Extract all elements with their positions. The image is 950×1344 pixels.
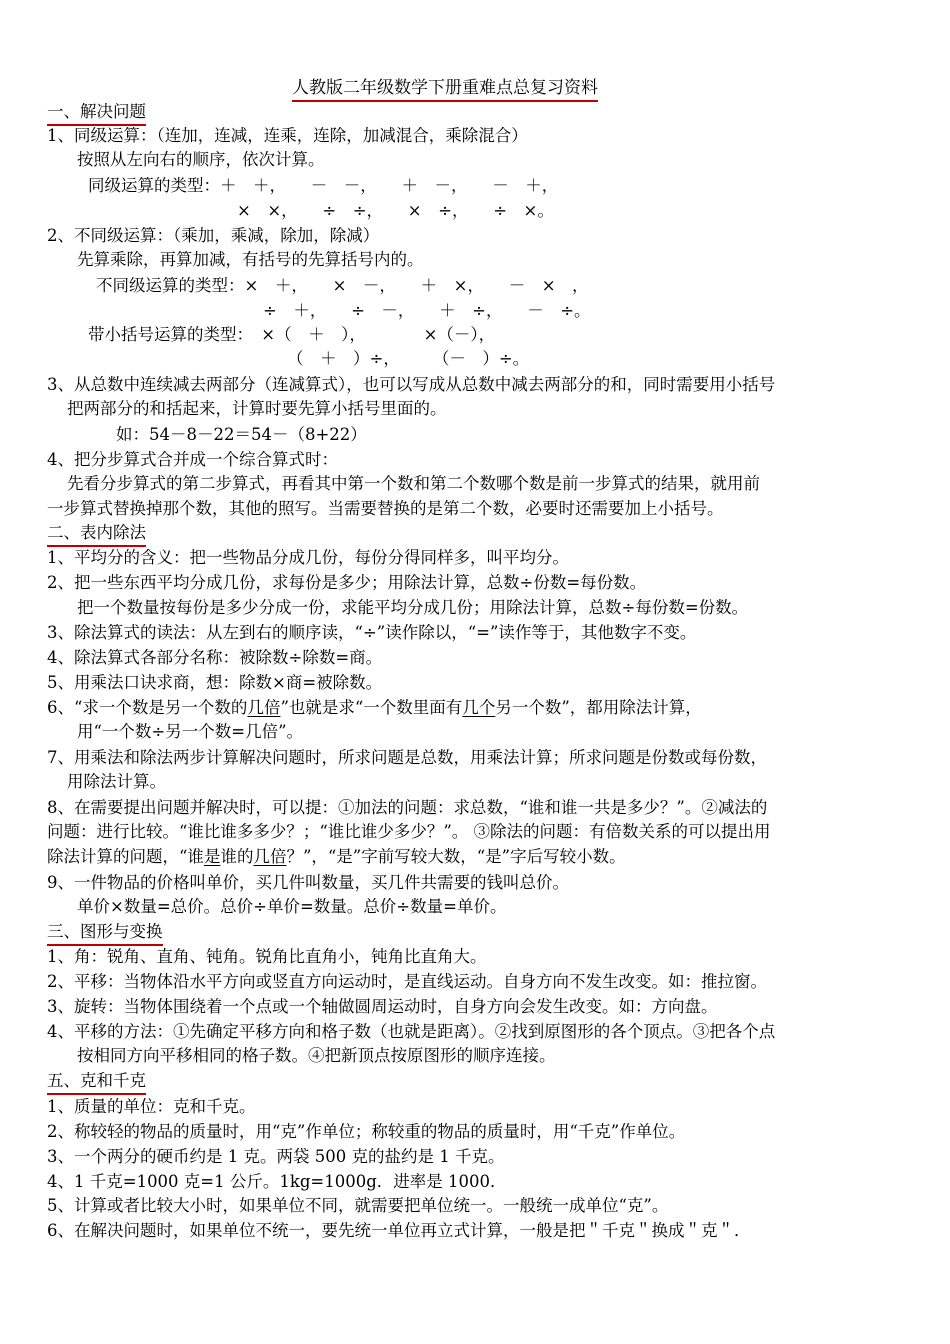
s3-line-4: 4、平移的方法：①先确定平移方向和格子数（也就是距离）。②找到原图形的各个顶点。③把各个点 — [47, 1022, 776, 1041]
s1-line-11: 3、从总数中连续减去两部分（连减算式），也可以写成从总数中减去两部分的和，同时需要用小括号 — [47, 375, 776, 394]
s2-line-1: 1、平均分的含义：把一些物品分成几份，每份分得同样多，叫平均分。 — [47, 548, 569, 567]
s3-line-5: 按相同方向平移相同的格子数。④把新顶点按原图形的顺序连接。 — [77, 1046, 556, 1065]
section-heading-5: 五、克和千克 — [47, 1069, 146, 1095]
s2-line-4: 3、除法算式的读法：从左到右的顺序读，“÷”读作除以，“=”读作等于，其他数字不变。 — [47, 623, 697, 642]
s2-line-13 — [47, 845, 626, 869]
s2-line-7 — [47, 696, 702, 720]
s5-line-4: 4、1 千克=1000 克=1 公斤。1kg=1000g．进率是 1000． — [47, 1172, 507, 1191]
s1-line-16: 一步算式替换掉那个数，其他的照写。当需要替换的是第二个数，必要时还需要加上小括号。 — [47, 499, 724, 518]
s1-line-14: 4、把分步算式合并成一个综合算式时： — [47, 450, 338, 469]
s1-line-8: ÷ ＋， ÷ －， ＋ ÷， － ÷。 — [263, 301, 591, 320]
s5-line-5: 5、计算或者比较大小时，如果单位不同，就需要把单位统一。一般统一成单位“克”。 — [47, 1196, 669, 1215]
s2-line-2: 2、把一些东西平均分成几份，求每份是多少；用除法计算，总数÷份数=每份数。 — [47, 573, 647, 592]
s3-line-3: 3、旋转：当物体围绕着一个点或一个轴做圆周运动时，自身方向会发生改变。如：方向盘。 — [47, 997, 718, 1016]
s2-line-15: 单价×数量=总价。总价÷单价=数量。总价÷数量=单价。 — [77, 897, 507, 916]
s2-line-5: 4、除法算式各部分名称：被除数÷除数=商。 — [47, 648, 383, 667]
s2-line-13-shi: 是 — [203, 847, 221, 866]
section-heading-3: 三、图形与变换 — [47, 920, 163, 946]
s1-line-12: 把两部分的和括起来，计算时要先算小括号里面的。 — [67, 399, 447, 418]
s1-line-1: 1、同级运算：（连加，连减，连乘，连除，加减混合，乘除混合） — [47, 126, 528, 145]
s2-line-12: 问题：进行比较。“谁比谁多多少？；“谁比谁少多少？”。 ③除法的问题：有倍数关系的可以提出用 — [47, 822, 771, 841]
section-heading-1: 一、解决问题 — [47, 100, 146, 126]
s5-line-3: 3、一个两分的硬币约是 1 克。两袋 500 克的盐约是 1 千克。 — [47, 1147, 505, 1166]
s2-line-8: 用“一个数÷另一个数=几倍”。 — [77, 722, 304, 741]
s1-line-6: 先算乘除，再算加减，有括号的先算括号内的。 — [77, 250, 424, 269]
s2-line-13-jibei: 几倍 — [253, 847, 287, 866]
s2-line-7-part-c: ”也就是求“一个数里面有 — [280, 698, 463, 717]
s2-line-13-part-e: ？”，“是”字前写较大数，“是”字后写较小数。 — [286, 847, 626, 866]
s3-line-1: 1、角：锐角、直角、钝角。锐角比直角小，钝角比直角大。 — [47, 947, 487, 966]
s3-line-2: 2、平移：当物体沿水平方向或竖直方向运动时，是直线运动。自身方向不发生改变。如：推拉窗。 — [47, 972, 767, 991]
s1-line-9: 带小括号运算的类型： ×（ ＋ ）， ×（－）， — [88, 325, 496, 344]
s1-line-13: 如：54－8－22＝54－（8+22） — [116, 425, 367, 444]
s1-line-7: 不同级运算的类型：× ＋， × －， ＋ ×， － × ， — [96, 276, 589, 295]
section-heading-2: 二、表内除法 — [47, 521, 146, 547]
s2-line-7-jige: 几个 — [462, 698, 496, 717]
s2-line-3: 把一个数量按每份是多少分成一份，求能平均分成几份；用除法计算，总数÷每份数=份数。 — [77, 598, 749, 617]
s5-line-6: 6、在解决问题时，如果单位不统一，要先统一单位再立式计算，一般是把＂千克＂换成＂克＂． — [47, 1221, 751, 1240]
s1-line-4: × ×， ÷ ÷， × ÷， ÷ ×。 — [237, 201, 554, 220]
s1-line-10: （ ＋ ）÷， （－ ）÷。 — [287, 349, 530, 368]
s1-line-2: 按照从左向右的顺序，依次计算。 — [77, 150, 325, 169]
s2-line-13-part-a: 除法计算的问题，“谁 — [47, 847, 204, 866]
s2-line-11: 8、在需要提出问题并解决时，可以提：①加法的问题：求总数，“谁和谁一共是多少？”。②减法的 — [47, 798, 768, 817]
s1-line-15: 先看分步算式的第二步算式，再看其中第一个数和第二个数哪个数是前一步算式的结果，就用前 — [67, 474, 760, 493]
s2-line-13-part-c: 谁的 — [220, 847, 254, 866]
s2-line-14: 9、一件物品的价格叫单价，买几件叫数量，买几件共需要的钱叫总价。 — [47, 873, 569, 892]
s2-line-7-part-a: 6、“求一个数是另一个数的 — [47, 698, 248, 717]
s2-line-6: 5、用乘法口诀求商，想：除数×商=被除数。 — [47, 673, 383, 692]
s5-line-2: 2、称较轻的物品的质量时，用“克”作单位；称较重的物品的质量时，用“千克”作单位。 — [47, 1122, 686, 1141]
document-title: 人教版二年级数学下册重难点总复习资料 — [292, 76, 598, 102]
s2-line-7-jibei: 几倍 — [247, 698, 281, 717]
s2-line-9: 7、用乘法和除法两步计算解决问题时，所求问题是总数，用乘法计算；所求问题是份数或每份数， — [47, 748, 767, 767]
s5-line-1: 1、质量的单位：克和千克。 — [47, 1097, 256, 1116]
s1-line-5: 2、不同级运算：（乘加，乘减，除加，除减） — [47, 226, 380, 245]
s2-line-7-part-e: 另一个数”，都用除法计算， — [495, 698, 702, 717]
s2-line-10: 用除法计算。 — [67, 772, 166, 791]
s1-line-3: 同级运算的类型：＋ ＋， － －， ＋ －， － ＋， — [88, 176, 559, 195]
